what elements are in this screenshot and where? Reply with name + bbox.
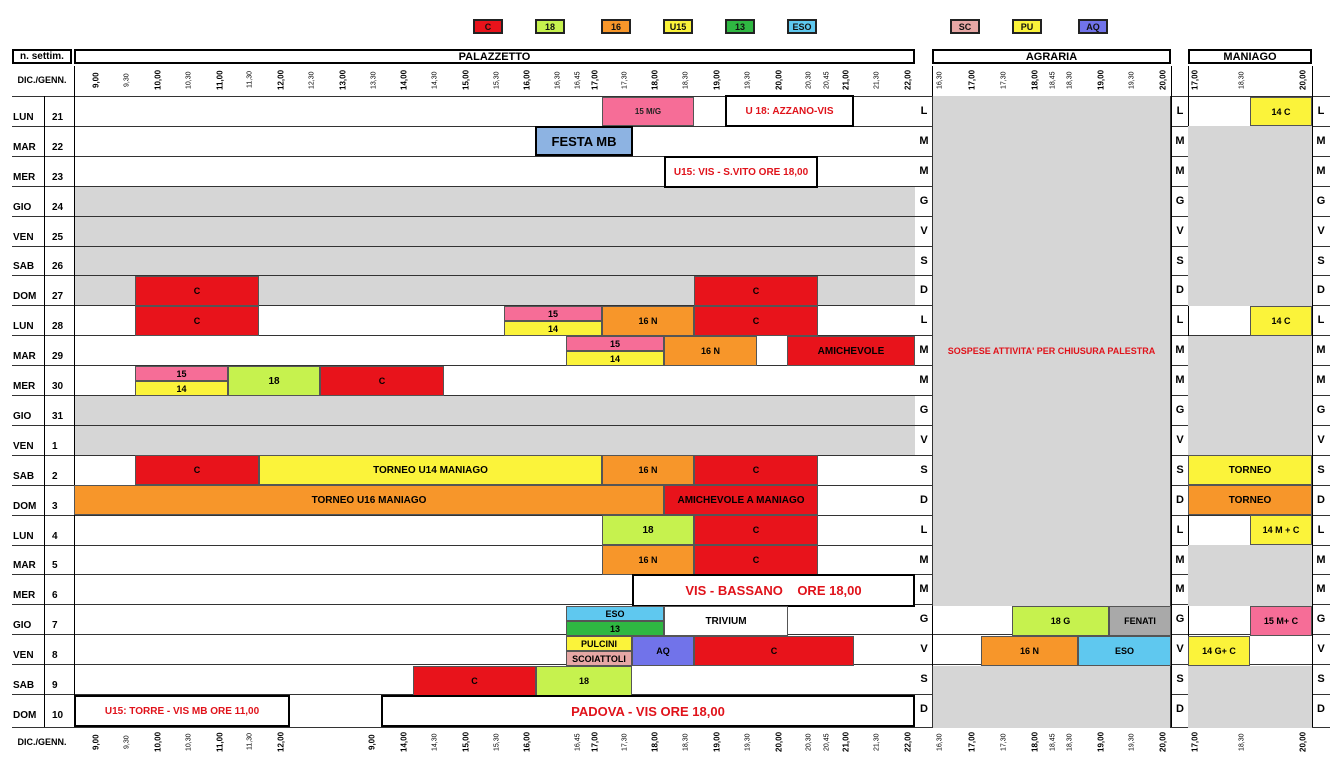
palazzetto-day-letter: L: [920, 105, 928, 117]
day-number: 23: [52, 172, 64, 183]
event-block: C: [135, 455, 259, 485]
time-tick: 11,00: [215, 70, 225, 90]
day-name: SAB: [13, 680, 35, 691]
palazzetto-day-letter: D: [920, 494, 928, 506]
day-name: MAR: [13, 142, 36, 153]
time-tick: 19,00: [1096, 731, 1106, 753]
legend-swatch: U15: [663, 19, 693, 34]
maniago-closed-area: [1188, 336, 1312, 456]
event-block: C: [135, 276, 259, 306]
time-tick: 9,00: [91, 72, 101, 88]
palazzetto-day-letter: G: [919, 613, 929, 625]
time-tick: 10,00: [153, 69, 163, 91]
day-name: LUN: [13, 321, 34, 332]
day-name: GIO: [13, 411, 32, 422]
maniago-day-letter: D: [1317, 284, 1325, 296]
palazzetto-slot: [74, 187, 915, 216]
palazzetto-day-letter: L: [920, 524, 928, 536]
time-tick: 19,00: [712, 731, 722, 753]
agraria-notice: SOSPESE ATTIVITA' PER CHIUSURA PALESTRA: [947, 346, 1156, 356]
venue-maniago: MANIAGO: [1188, 49, 1312, 64]
agraria-closed-area: [932, 666, 1171, 728]
time-tick: 18,00: [1030, 69, 1040, 91]
day-name: LUN: [13, 112, 34, 123]
event-block: SCOIATTOLI: [566, 651, 632, 666]
time-tick: 9,00: [367, 734, 377, 750]
event-block: ESO: [1078, 636, 1171, 666]
time-tick: 16,30: [936, 71, 944, 89]
event-block: 15: [135, 366, 228, 381]
agraria-day-letter: G: [1175, 404, 1185, 416]
agraria-day-letter: M: [1175, 374, 1185, 386]
event-block: TORNEO: [1188, 455, 1312, 485]
agraria-day-letter: M: [1175, 583, 1185, 595]
maniago-day-letter: S: [1317, 464, 1325, 476]
event-block: 18 G: [1012, 606, 1109, 636]
event-block: AMICHEVOLE: [787, 336, 915, 366]
match-box: U15: VIS - S.VITO ORE 18,00: [664, 156, 818, 188]
event-block: 15: [504, 306, 602, 321]
time-tick: 19,00: [712, 69, 722, 91]
palazzetto-slot: [74, 127, 915, 156]
day-name: DOM: [13, 501, 37, 512]
event-block: 18: [602, 515, 694, 545]
maniago-day-letter: M: [1316, 374, 1326, 386]
event-block: C: [694, 545, 818, 575]
event-block: C: [413, 666, 536, 696]
event-block: TRIVIUM: [664, 606, 788, 636]
time-tick: 14,30: [431, 71, 439, 89]
palazzetto-slot: [74, 426, 915, 455]
agraria-day-letter: D: [1176, 703, 1184, 715]
legend-swatch: ESO: [787, 19, 817, 34]
event-block: 14 G+ C: [1188, 636, 1250, 666]
event-block: TORNEO U16 MANIAGO: [74, 485, 664, 515]
agraria-day-letter: S: [1176, 464, 1184, 476]
event-block: 16 N: [602, 455, 694, 485]
time-tick: 14,30: [431, 733, 439, 751]
event-block: 16 N: [602, 306, 694, 336]
agraria-day-letter: L: [1176, 105, 1184, 117]
event-block: C: [694, 636, 854, 666]
time-tick: 20,45: [823, 733, 831, 751]
palazzetto-slot: [74, 217, 915, 246]
legend-swatch: 18: [535, 19, 565, 34]
time-tick: 17,30: [621, 733, 629, 751]
agraria-day-letter: G: [1175, 613, 1185, 625]
time-tick: 14,00: [399, 69, 409, 91]
time-tick: 21,00: [841, 69, 851, 91]
festa-box: FESTA MB: [535, 126, 633, 156]
event-block: 14 C: [1250, 97, 1312, 126]
day-number: 8: [52, 650, 58, 661]
time-tick: 21,30: [873, 71, 881, 89]
palazzetto-slot: [74, 396, 915, 425]
maniago-day-letter: M: [1316, 553, 1326, 566]
maniago-closed-area: [1188, 126, 1312, 306]
time-tick: 21,30: [873, 733, 881, 751]
day-number: 26: [52, 261, 64, 272]
time-tick: 9,30: [123, 735, 131, 749]
day-name: MAR: [13, 351, 36, 362]
grid-divider: [44, 96, 45, 728]
maniago-day-letter: L: [1317, 105, 1325, 117]
event-block: 14: [504, 321, 602, 336]
day-name: VEN: [13, 441, 34, 452]
time-tick: 20,00: [1298, 731, 1308, 753]
maniago-day-letter: G: [1316, 613, 1326, 625]
palazzetto-day-letter: M: [919, 553, 929, 566]
legend-swatch: SC: [950, 19, 980, 34]
time-tick: 19,30: [1128, 733, 1136, 751]
maniago-day-letter: L: [1317, 314, 1325, 326]
event-block: PULCINI: [566, 636, 632, 651]
time-tick: 12,00: [276, 69, 286, 91]
event-block: TORNEO U14 MANIAGO: [259, 455, 602, 485]
time-tick: 18,30: [1238, 733, 1246, 751]
day-name: MER: [13, 381, 36, 392]
day-name: MAR: [13, 560, 36, 571]
palazzetto-day-letter: M: [919, 165, 929, 177]
event-block: 13: [566, 621, 664, 636]
palazzetto-day-letter: G: [919, 195, 929, 207]
time-tick: 16,30: [554, 71, 562, 89]
time-tick: 17,00: [590, 69, 600, 91]
palazzetto-day-letter: D: [920, 284, 928, 296]
time-tick: 16,30: [936, 733, 944, 751]
palazzetto-day-letter: M: [919, 344, 929, 356]
agraria-day-letter: S: [1176, 673, 1184, 685]
palazzetto-day-letter: D: [920, 703, 928, 715]
grid-divider: [1171, 66, 1172, 728]
time-tick: 10,00: [153, 731, 163, 753]
event-block: C: [135, 306, 259, 336]
time-tick: 11,30: [246, 71, 254, 89]
time-tick: 20,00: [1158, 731, 1168, 753]
time-tick: 18,45: [1049, 71, 1057, 89]
day-number: 6: [52, 590, 58, 601]
agraria-day-letter: G: [1175, 195, 1185, 207]
event-block: 15 M/G: [602, 97, 694, 126]
time-tick: 11,30: [246, 733, 254, 751]
time-tick: 15,00: [461, 69, 471, 91]
event-block: 18: [228, 366, 320, 396]
palazzetto-day-letter: M: [919, 135, 929, 147]
agraria-day-letter: V: [1176, 643, 1184, 655]
event-block: C: [694, 455, 818, 485]
time-tick: 17,00: [967, 69, 977, 91]
legend-swatch: C: [473, 19, 503, 34]
time-tick: 16,00: [522, 69, 532, 91]
time-tick: 18,30: [682, 71, 690, 89]
time-tick: 21,00: [841, 731, 851, 753]
time-tick: 17,30: [1000, 733, 1008, 751]
event-block: 16 N: [602, 545, 694, 575]
time-tick: 20,30: [805, 71, 813, 89]
agraria-day-letter: D: [1176, 284, 1184, 296]
event-block: C: [694, 306, 818, 336]
time-tick: 20,30: [805, 733, 813, 751]
day-number: 21: [52, 112, 64, 123]
time-tick: 13,00: [338, 69, 348, 91]
time-tick: 10,30: [185, 71, 193, 89]
day-number: 25: [52, 232, 64, 243]
maniago-day-letter: G: [1316, 195, 1326, 207]
event-block: C: [320, 366, 444, 396]
time-tick: 9,30: [123, 73, 131, 87]
day-number: 4: [52, 531, 58, 542]
agraria-day-letter: M: [1175, 135, 1185, 147]
match-box: U 18: AZZANO-VIS: [725, 95, 854, 127]
time-tick: 13,30: [370, 71, 378, 89]
period-label-bottom: DIC./GENN.: [17, 737, 67, 747]
day-number: 5: [52, 560, 58, 571]
day-number: 10: [52, 710, 64, 721]
match-box: PADOVA - VIS ORE 18,00: [381, 695, 915, 727]
time-tick: 18,45: [1049, 733, 1057, 751]
day-number: 9: [52, 680, 58, 691]
event-block: AQ: [632, 636, 694, 666]
time-tick: 19,30: [744, 733, 752, 751]
time-tick: 12,00: [276, 731, 286, 753]
palazzetto-slot: [74, 605, 915, 634]
legend-swatch: 13: [725, 19, 755, 34]
match-box: VIS - BASSANO ORE 18,00: [632, 574, 915, 607]
match-box: U15: TORRE - VIS MB ORE 11,00: [74, 695, 290, 727]
day-name: VEN: [13, 650, 34, 661]
maniago-day-letter: M: [1316, 583, 1326, 595]
grid-divider: [1312, 66, 1313, 728]
maniago-day-letter: D: [1317, 494, 1325, 506]
time-tick: 14,00: [399, 731, 409, 753]
time-tick: 18,30: [1066, 733, 1074, 751]
event-block: FENATI: [1109, 606, 1171, 636]
time-tick: 20,00: [774, 731, 784, 753]
day-number: 2: [52, 471, 58, 482]
time-tick: 18,00: [650, 731, 660, 753]
time-tick: 16,00: [522, 731, 532, 753]
day-name: GIO: [13, 620, 32, 631]
day-name: DOM: [13, 291, 37, 302]
agraria-day-letter: V: [1176, 225, 1184, 237]
maniago-day-letter: V: [1317, 434, 1325, 446]
palazzetto-day-letter: S: [920, 673, 928, 685]
event-block: 15: [566, 336, 664, 351]
time-tick: 19,30: [1128, 71, 1136, 89]
day-name: LUN: [13, 531, 34, 542]
time-tick: 15,30: [493, 733, 501, 751]
time-tick: 18,30: [1238, 71, 1246, 89]
day-number: 22: [52, 142, 64, 153]
time-tick: 18,30: [682, 733, 690, 751]
maniago-day-letter: V: [1317, 643, 1325, 655]
palazzetto-day-letter: S: [920, 254, 928, 267]
time-tick: 18,30: [1066, 71, 1074, 89]
agraria-day-letter: M: [1175, 553, 1185, 566]
day-number: 7: [52, 620, 58, 631]
maniago-closed-area: [1188, 666, 1312, 728]
maniago-day-letter: V: [1317, 225, 1325, 237]
event-block: AMICHEVOLE A MANIAGO: [664, 485, 818, 515]
event-block: C: [694, 515, 818, 545]
day-name: SAB: [13, 261, 35, 272]
venue-agraria: AGRARIA: [932, 49, 1171, 64]
event-block: TORNEO: [1188, 485, 1312, 515]
agraria-day-letter: L: [1176, 524, 1184, 536]
day-name: MER: [13, 172, 36, 183]
maniago-day-letter: D: [1317, 703, 1325, 715]
day-name: SAB: [13, 471, 35, 482]
time-tick: 22,00: [903, 69, 913, 91]
week-label: n. settim.: [12, 49, 72, 64]
time-tick: 15,30: [493, 71, 501, 89]
time-tick: 17,00: [590, 731, 600, 753]
day-name: VEN: [13, 232, 34, 243]
event-block: C: [694, 276, 818, 306]
event-block: 14 M + C: [1250, 515, 1312, 545]
time-tick: 17,30: [621, 71, 629, 89]
maniago-closed-area: [1188, 545, 1312, 606]
day-number: 31: [52, 411, 64, 422]
day-number: 3: [52, 501, 58, 512]
time-tick: 11,00: [215, 732, 225, 752]
venue-palazzetto: PALAZZETTO: [74, 49, 915, 64]
palazzetto-day-letter: M: [919, 583, 929, 595]
day-name: DOM: [13, 710, 37, 721]
day-number: 27: [52, 291, 64, 302]
time-tick: 17,00: [967, 731, 977, 753]
time-tick: 17,00: [1190, 69, 1200, 91]
event-block: 18: [536, 666, 632, 696]
time-tick: 17,00: [1190, 731, 1200, 753]
palazzetto-day-letter: V: [920, 643, 928, 655]
time-tick: 20,45: [823, 71, 831, 89]
agraria-day-letter: V: [1176, 434, 1184, 446]
time-tick: 15,00: [461, 731, 471, 753]
day-number: 28: [52, 321, 64, 332]
palazzetto-day-letter: V: [920, 225, 928, 237]
palazzetto-day-letter: G: [919, 404, 929, 416]
day-number: 30: [52, 381, 64, 392]
agraria-day-letter: M: [1175, 165, 1185, 177]
event-block: 15 M+ C: [1250, 606, 1312, 636]
event-block: 14 C: [1250, 306, 1312, 336]
palazzetto-day-letter: M: [919, 374, 929, 386]
event-block: 14: [566, 351, 664, 366]
maniago-day-letter: M: [1316, 165, 1326, 177]
legend-swatch: AQ: [1078, 19, 1108, 34]
day-name: GIO: [13, 202, 32, 213]
day-name: MER: [13, 590, 36, 601]
time-tick: 16,45: [574, 733, 582, 751]
legend-swatch: 16: [601, 19, 631, 34]
time-tick: 22,00: [903, 731, 913, 753]
agraria-day-letter: M: [1175, 344, 1185, 356]
maniago-day-letter: S: [1317, 254, 1325, 267]
event-block: ESO: [566, 606, 664, 621]
palazzetto-slot: [74, 247, 915, 275]
day-number: 24: [52, 202, 64, 213]
time-tick: 18,00: [650, 69, 660, 91]
maniago-day-letter: L: [1317, 524, 1325, 536]
event-block: 16 N: [981, 636, 1078, 666]
time-tick: 9,00: [91, 734, 101, 750]
time-tick: 19,30: [744, 71, 752, 89]
maniago-day-letter: M: [1316, 135, 1326, 147]
event-block: 14: [135, 381, 228, 396]
palazzetto-day-letter: V: [920, 434, 928, 446]
palazzetto-day-letter: L: [920, 314, 928, 326]
time-tick: 20,00: [774, 69, 784, 91]
time-tick: 20,00: [1158, 69, 1168, 91]
legend-swatch: PU: [1012, 19, 1042, 34]
time-tick: 16,45: [574, 71, 582, 89]
time-tick: 12,30: [308, 71, 316, 89]
time-tick: 18,00: [1030, 731, 1040, 753]
grid-divider: [74, 66, 75, 728]
time-tick: 17,30: [1000, 71, 1008, 89]
day-number: 29: [52, 351, 64, 362]
time-tick: 19,00: [1096, 69, 1106, 91]
day-number: 1: [52, 441, 58, 452]
palazzetto-day-letter: S: [920, 464, 928, 476]
agraria-day-letter: L: [1176, 314, 1184, 326]
time-tick: 10,30: [185, 733, 193, 751]
maniago-day-letter: G: [1316, 404, 1326, 416]
maniago-day-letter: S: [1317, 673, 1325, 685]
agraria-day-letter: S: [1176, 254, 1184, 267]
maniago-day-letter: M: [1316, 344, 1326, 356]
period-label-top: DIC./GENN.: [17, 75, 67, 85]
event-block: 16 N: [664, 336, 757, 366]
agraria-day-letter: D: [1176, 494, 1184, 506]
time-tick: 20,00: [1298, 69, 1308, 91]
